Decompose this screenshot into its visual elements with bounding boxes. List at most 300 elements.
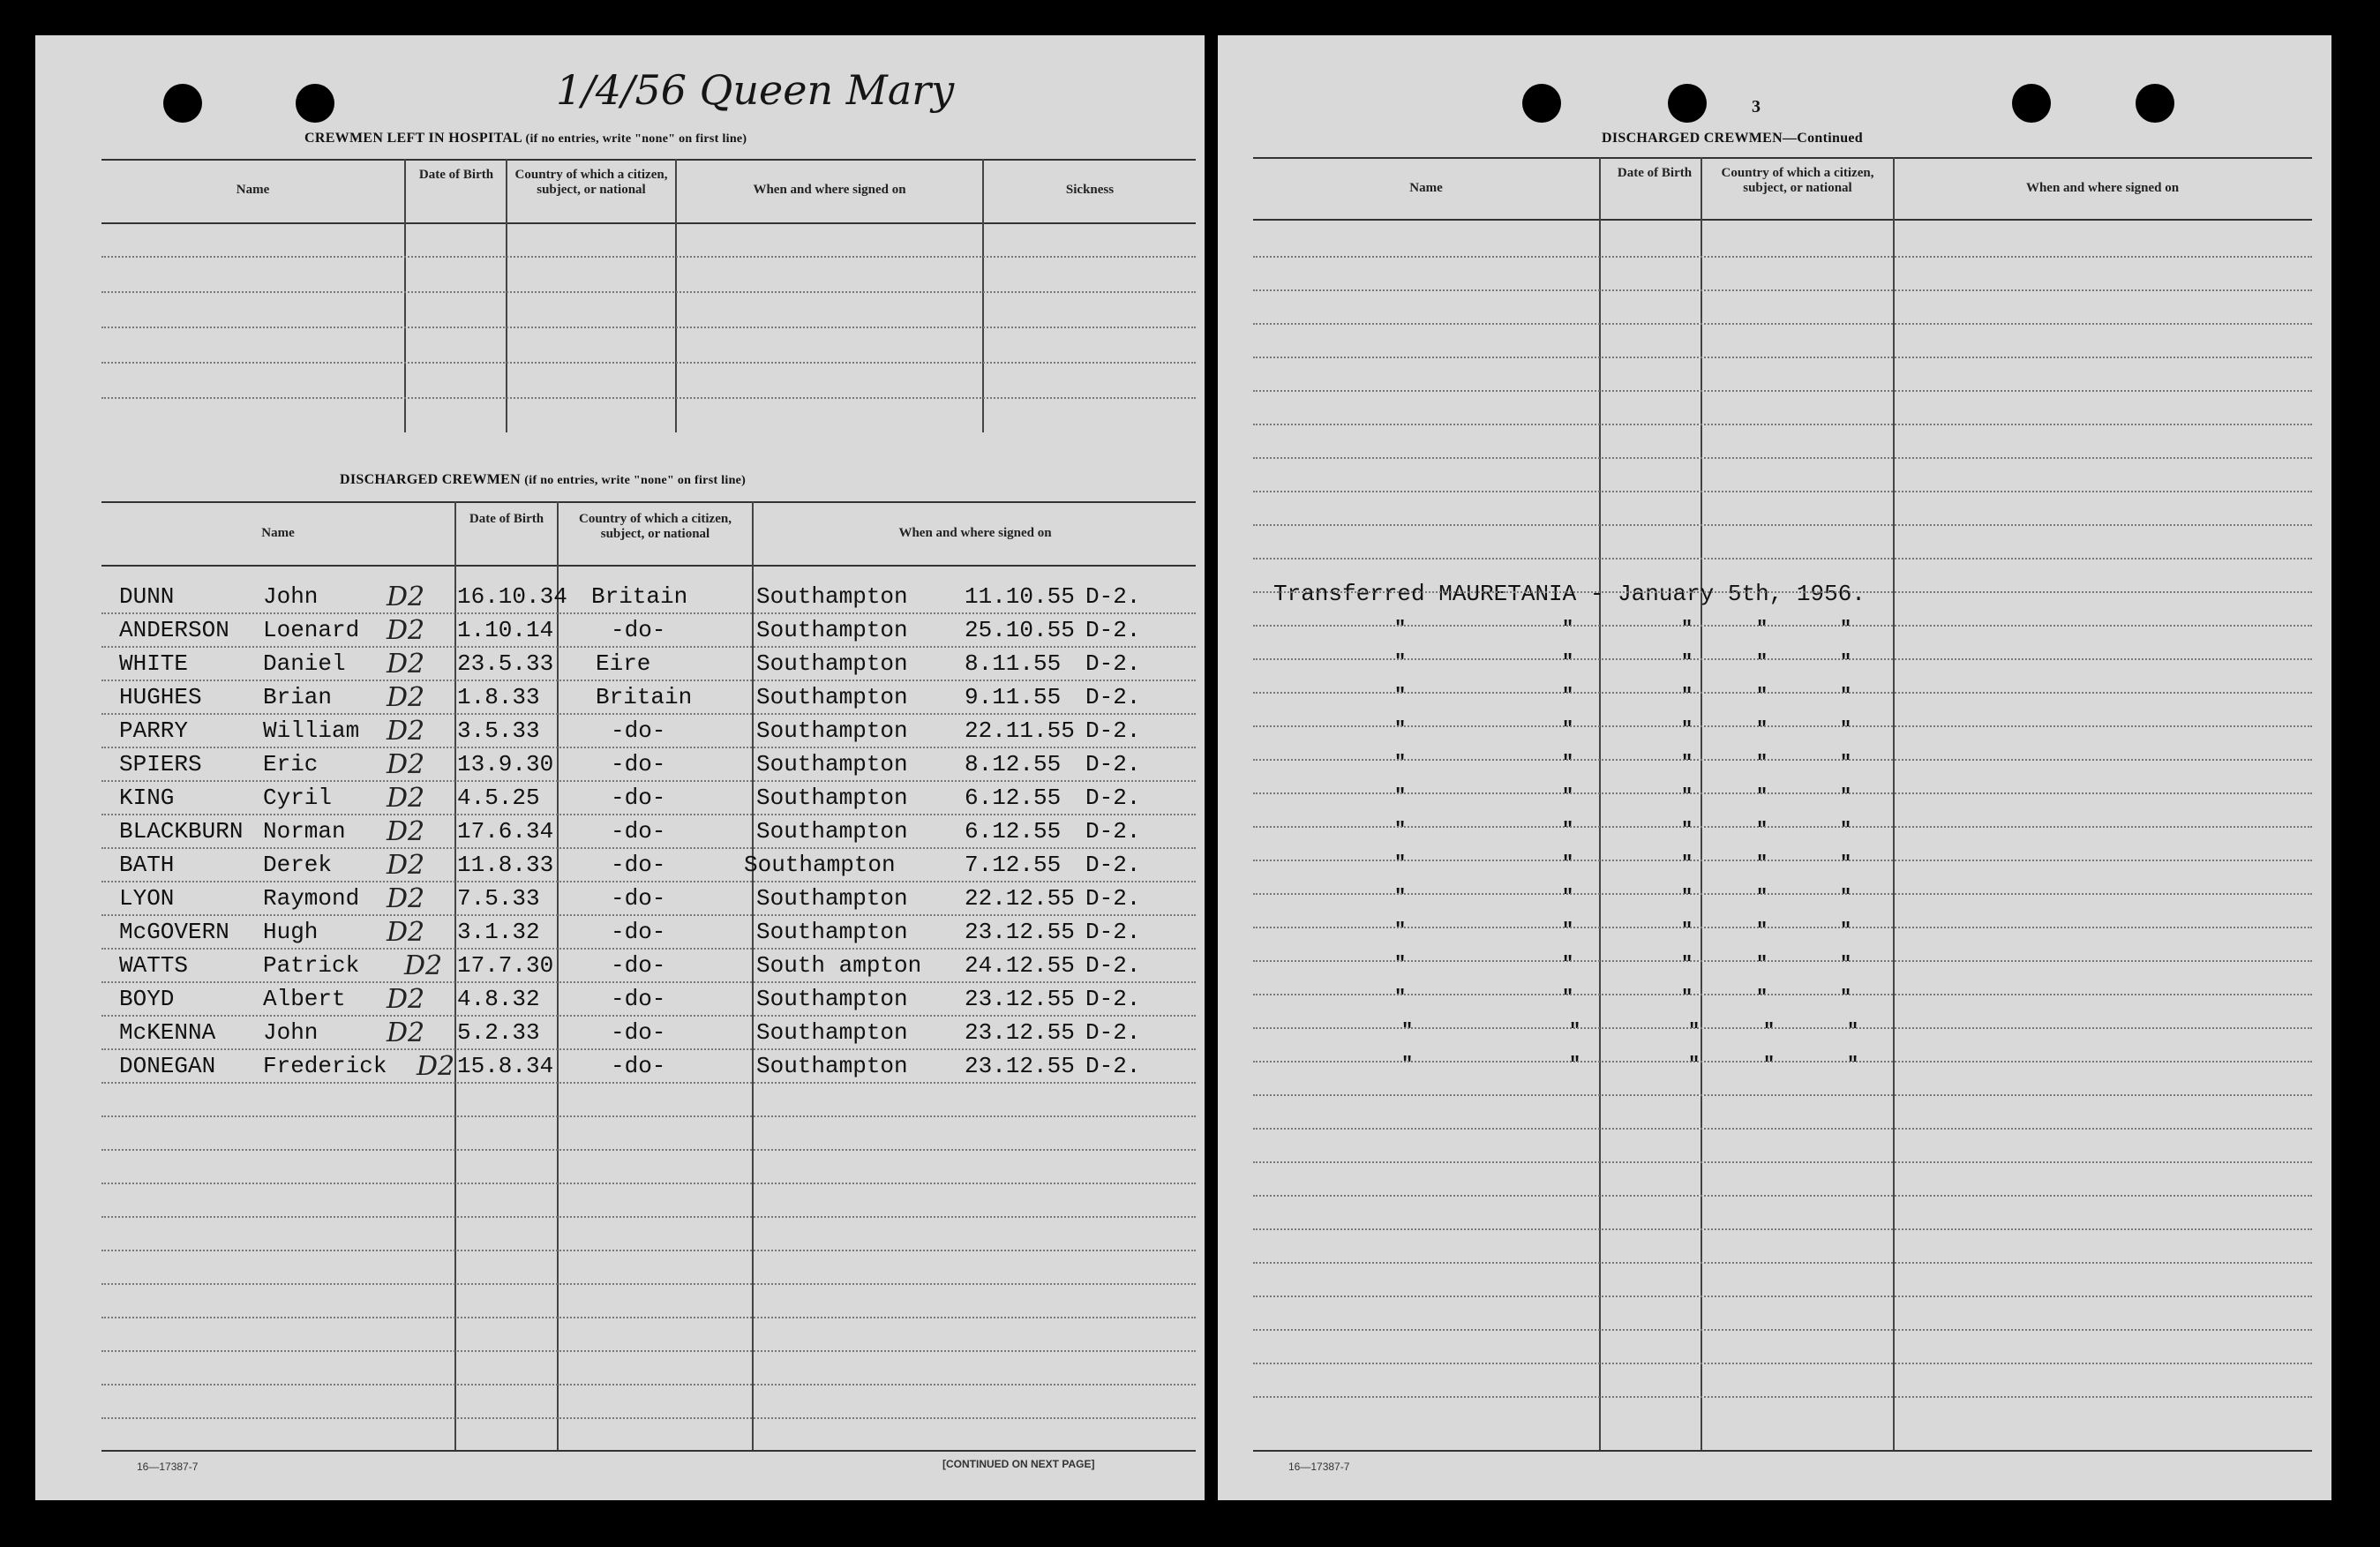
signed-date: 8.11.55 (965, 650, 1062, 677)
discharged-header-signed: When and where signed on (898, 526, 1052, 540)
ruled-line (1253, 1027, 2312, 1029)
ruled-line (101, 1015, 1196, 1017)
surname: BLACKBURN (119, 818, 244, 845)
given-name: Norman (263, 818, 346, 845)
place: Southampton (756, 919, 908, 945)
punch-hole (1522, 84, 1561, 123)
ditto-mark: " (1681, 651, 1693, 673)
ruled-line (1253, 759, 2312, 761)
country: -do- (611, 852, 666, 878)
signature-mark: D2 (387, 614, 425, 646)
signed-date: 23.12.55 (965, 1053, 1075, 1079)
surname: KING (119, 785, 175, 811)
surname: PARRY (119, 717, 189, 744)
hospital-header-dob: Date of Birth (418, 168, 494, 182)
ruled-line (1253, 1295, 2312, 1297)
signature-mark: D2 (387, 581, 425, 612)
right-page (1218, 35, 2331, 1500)
ruled-line (1253, 1363, 2312, 1364)
ditto-mark: " (1394, 718, 1407, 740)
signed-date: 23.12.55 (965, 1019, 1075, 1046)
ruled-line (101, 981, 1196, 983)
dob: 13.9.30 (457, 751, 554, 777)
discharge-code: D-2. (1085, 986, 1141, 1012)
ruled-line (101, 1350, 1196, 1352)
ditto-mark: " (1756, 651, 1768, 673)
place: Southampton (756, 583, 908, 610)
surname: DUNN (119, 583, 175, 610)
signed-date: 23.12.55 (965, 919, 1075, 945)
dob: 4.8.32 (457, 986, 540, 1012)
ditto-mark: " (1401, 1020, 1414, 1042)
column-rule (404, 159, 406, 432)
ruled-line (101, 362, 1196, 364)
ruled-line (101, 680, 1196, 681)
ditto-mark: " (1394, 819, 1407, 841)
table-rule (101, 222, 1196, 224)
signature-mark: D2 (387, 882, 425, 914)
country: -do- (611, 1053, 666, 1079)
column-rule (557, 501, 559, 1450)
punch-hole (2136, 84, 2174, 123)
ditto-mark: " (1847, 1054, 1859, 1076)
ruled-line (1253, 692, 2312, 694)
given-name: Hugh (263, 919, 319, 945)
ruled-line (1253, 390, 2312, 392)
dob: 15.8.34 (457, 1053, 554, 1079)
ditto-mark: " (1394, 685, 1407, 707)
ditto-mark: " (1681, 752, 1693, 774)
discharge-code: D-2. (1085, 885, 1141, 912)
ditto-mark: " (1394, 752, 1407, 774)
ditto-mark: " (1840, 685, 1852, 707)
surname: McKENNA (119, 1019, 216, 1046)
dob: 3.1.32 (457, 919, 540, 945)
discharged-section-title (340, 472, 746, 488)
ruled-line (1253, 860, 2312, 861)
country: Eire (596, 650, 651, 677)
ruled-line (101, 1216, 1196, 1218)
surname: BATH (119, 852, 175, 878)
ditto-mark: " (1840, 886, 1852, 908)
country: -do- (611, 919, 666, 945)
ruled-line (101, 814, 1196, 815)
signature-mark: D2 (387, 681, 425, 713)
signed-date: 6.12.55 (965, 785, 1062, 811)
ditto-mark: " (1562, 819, 1574, 841)
ruled-line (101, 847, 1196, 849)
ditto-mark: " (1840, 651, 1852, 673)
ruled-line (1253, 323, 2312, 325)
hospital-header-signed: When and where signed on (753, 183, 906, 197)
signed-date: 6.12.55 (965, 818, 1062, 845)
ruled-line (1253, 625, 2312, 627)
surname: SPIERS (119, 751, 202, 777)
ditto-mark: " (1756, 785, 1768, 807)
discharge-code: D-2. (1085, 751, 1141, 777)
ditto-mark: " (1681, 987, 1693, 1009)
ruled-line (101, 646, 1196, 648)
ditto-mark: " (1562, 920, 1574, 942)
place: Southampton (756, 785, 908, 811)
ditto-mark: " (1840, 987, 1852, 1009)
transfer-note: Transferred MAURETANIA - January 5th, 1956. (1273, 581, 1866, 607)
column-rule (1893, 157, 1895, 1450)
given-name: John (263, 583, 319, 610)
ditto-mark: " (1756, 953, 1768, 975)
ruled-line (1253, 1161, 2312, 1163)
right-header-name: Name (1409, 181, 1443, 195)
discharge-code: D-2. (1085, 650, 1141, 677)
signed-date: 22.11.55 (965, 717, 1075, 744)
ditto-mark: " (1756, 618, 1768, 640)
discharge-code: D-2. (1085, 818, 1141, 845)
ditto-mark: " (1394, 618, 1407, 640)
place: Southampton (756, 818, 908, 845)
right-header-country: Country of which a citizen, subject, or national (1721, 166, 1874, 195)
ruled-line (101, 948, 1196, 950)
ditto-mark: " (1681, 886, 1693, 908)
place: Southampton (756, 885, 908, 912)
ruled-line (101, 1384, 1196, 1386)
given-name: Cyril (263, 785, 333, 811)
right-section-title: DISCHARGED CREWMEN—Continued (1602, 131, 1863, 146)
ditto-mark: " (1681, 685, 1693, 707)
ditto-mark: " (1840, 752, 1852, 774)
ruled-line (101, 1082, 1196, 1084)
ditto-mark: " (1562, 618, 1574, 640)
discharge-code: D-2. (1085, 1053, 1141, 1079)
ditto-mark: " (1756, 718, 1768, 740)
ruled-line (101, 327, 1196, 328)
signature-mark: D2 (387, 815, 425, 847)
hospital-title: CREWMEN LEFT IN HOSPITAL (304, 131, 522, 146)
hospital-header-country: Country of which a citizen, subject, or national (514, 168, 668, 197)
ditto-mark: " (1681, 953, 1693, 975)
hospital-section-title (304, 131, 747, 146)
ruled-line (1253, 491, 2312, 492)
place: Southampton (756, 717, 908, 744)
ditto-mark: " (1394, 953, 1407, 975)
column-rule (675, 159, 677, 432)
dob: 7.5.33 (457, 885, 540, 912)
given-name: William (263, 717, 360, 744)
ditto-mark: " (1562, 987, 1574, 1009)
ruled-line (1253, 826, 2312, 828)
ruled-line (1253, 994, 2312, 995)
surname: BOYD (119, 986, 175, 1012)
country: -do- (611, 818, 666, 845)
ditto-mark: " (1569, 1054, 1581, 1076)
handwritten-header: 1/4/56 Queen Mary (556, 66, 955, 114)
country: -do- (611, 885, 666, 912)
ruled-line (101, 713, 1196, 715)
signature-mark: D2 (387, 916, 425, 948)
given-name: Albert (263, 986, 346, 1012)
dob: 1.8.33 (457, 684, 540, 710)
punch-hole (2012, 84, 2051, 123)
country: -do- (611, 617, 666, 643)
discharge-code: D-2. (1085, 684, 1141, 710)
ditto-mark: " (1763, 1020, 1776, 1042)
surname: HUGHES (119, 684, 202, 710)
dob: 5.2.33 (457, 1019, 540, 1046)
ditto-mark: " (1681, 852, 1693, 875)
discharge-code: D-2. (1085, 785, 1141, 811)
ruled-line (1253, 256, 2312, 258)
ruled-line (101, 1048, 1196, 1050)
ditto-mark: " (1847, 1020, 1859, 1042)
ditto-mark: " (1394, 852, 1407, 875)
surname: WHITE (119, 650, 189, 677)
ruled-line (1253, 927, 2312, 928)
country: -do- (611, 751, 666, 777)
column-rule (454, 501, 456, 1450)
ditto-mark: " (1562, 953, 1574, 975)
signature-mark: D2 (387, 1017, 425, 1048)
given-name: John (263, 1019, 319, 1046)
dob: 11.8.33 (457, 852, 554, 878)
given-name: Daniel (263, 650, 346, 677)
ditto-mark: " (1681, 718, 1693, 740)
ditto-mark: " (1681, 920, 1693, 942)
punch-hole (1668, 84, 1707, 123)
signature-mark: D2 (404, 950, 443, 981)
place: Southampton (744, 852, 896, 878)
form-code: 16—17387-7 (137, 1461, 199, 1473)
discharge-code: D-2. (1085, 717, 1141, 744)
signature-mark: D2 (387, 983, 425, 1015)
discharged-header-country: Country of which a citizen, subject, or national (579, 512, 732, 541)
ruled-line (101, 1417, 1196, 1419)
country: -do- (611, 785, 666, 811)
ruled-line (1253, 1262, 2312, 1264)
table-rule (101, 159, 1196, 161)
ditto-mark: " (1840, 718, 1852, 740)
discharged-title: DISCHARGED CREWMEN (340, 472, 521, 487)
place: Southampton (756, 986, 908, 1012)
dob: 17.6.34 (457, 818, 554, 845)
signature-mark: D2 (387, 849, 425, 881)
table-rule (101, 501, 1196, 503)
ruled-line (101, 747, 1196, 748)
signed-date: 23.12.55 (965, 986, 1075, 1012)
ruled-line (101, 914, 1196, 916)
ruled-line (1253, 1195, 2312, 1197)
dob: 1.10.14 (457, 617, 554, 643)
signed-date: 9.11.55 (965, 684, 1062, 710)
signature-mark: D2 (387, 715, 425, 747)
ditto-mark: " (1681, 819, 1693, 841)
signed-date: 24.12.55 (965, 952, 1075, 979)
ditto-mark: " (1562, 651, 1574, 673)
discharged-note: (if no entries, write "none" on first line) (524, 474, 747, 487)
continued-note: [CONTINUED ON NEXT PAGE] (942, 1458, 1095, 1470)
right-header-dob: Date of Birth (1617, 166, 1693, 180)
surname: McGOVERN (119, 919, 229, 945)
table-rule (1253, 157, 2312, 159)
column-rule (1701, 157, 1702, 1450)
table-rule (101, 1450, 1196, 1452)
given-name: Brian (263, 684, 333, 710)
ruled-line (1253, 1061, 2312, 1063)
form-code: 16—17387-7 (1288, 1461, 1350, 1473)
ditto-mark: " (1569, 1020, 1581, 1042)
surname: DONEGAN (119, 1053, 216, 1079)
ruled-line (1253, 289, 2312, 291)
signature-mark: D2 (417, 1050, 455, 1082)
ruled-line (1253, 524, 2312, 526)
ruled-line (1253, 893, 2312, 895)
dob: 16.10.34 (457, 583, 567, 610)
right-header-signed: When and where signed on (2025, 181, 2180, 195)
table-rule (1253, 1450, 2312, 1452)
ditto-mark: " (1840, 618, 1852, 640)
signed-date: 11.10.55 (965, 583, 1075, 610)
ruled-line (101, 291, 1196, 293)
surname: ANDERSON (119, 617, 229, 643)
punch-hole (163, 84, 202, 123)
place: Southampton (756, 650, 908, 677)
ruled-line (1253, 357, 2312, 358)
ditto-mark: " (1681, 785, 1693, 807)
ruled-line (101, 881, 1196, 882)
discharge-code: D-2. (1085, 617, 1141, 643)
ruled-line (1253, 725, 2312, 727)
place: Southampton (756, 684, 908, 710)
hospital-header-name: Name (236, 183, 270, 197)
discharge-code: D-2. (1085, 852, 1141, 878)
given-name: Raymond (263, 885, 360, 912)
ditto-mark: " (1394, 785, 1407, 807)
hospital-header-sickness: Sickness (1065, 183, 1115, 197)
place: Southampton (756, 1053, 908, 1079)
ruled-line (1253, 558, 2312, 559)
country: -do- (611, 717, 666, 744)
ruled-line (101, 397, 1196, 399)
column-rule (752, 501, 754, 1450)
ditto-mark: " (1840, 953, 1852, 975)
country: -do- (611, 952, 666, 979)
dob: 17.7.30 (457, 952, 554, 979)
country: Britain (596, 684, 693, 710)
ruled-line (1253, 591, 2312, 593)
ruled-line (1253, 424, 2312, 425)
ditto-mark: " (1756, 852, 1768, 875)
ruled-line (1253, 1128, 2312, 1130)
ruled-line (1253, 1228, 2312, 1230)
country: -do- (611, 1019, 666, 1046)
place: Southampton (756, 1019, 908, 1046)
ruled-line (101, 1115, 1196, 1117)
given-name: Eric (263, 751, 319, 777)
given-name: Loenard (263, 617, 360, 643)
ruled-line (101, 612, 1196, 614)
ruled-line (101, 1149, 1196, 1151)
column-rule (982, 159, 984, 432)
ditto-mark: " (1688, 1020, 1701, 1042)
ditto-mark: " (1562, 718, 1574, 740)
ruled-line (101, 1317, 1196, 1318)
given-name: Frederick (263, 1053, 387, 1079)
ditto-mark: " (1562, 752, 1574, 774)
ditto-mark: " (1756, 920, 1768, 942)
ditto-mark: " (1688, 1054, 1701, 1076)
discharge-code: D-2. (1085, 1019, 1141, 1046)
signed-date: 7.12.55 (965, 852, 1062, 878)
ditto-mark: " (1763, 1054, 1776, 1076)
ruled-line (1253, 792, 2312, 794)
ditto-mark: " (1756, 886, 1768, 908)
dob: 4.5.25 (457, 785, 540, 811)
country: Britain (591, 583, 688, 610)
place: Southampton (756, 617, 908, 643)
ditto-mark: " (1756, 752, 1768, 774)
ruled-line (1253, 1094, 2312, 1096)
discharge-code: D-2. (1085, 919, 1141, 945)
ruled-line (101, 1283, 1196, 1285)
ditto-mark: " (1394, 886, 1407, 908)
ditto-mark: " (1840, 819, 1852, 841)
country: -do- (611, 986, 666, 1012)
ditto-mark: " (1840, 920, 1852, 942)
discharge-code: D-2. (1085, 583, 1141, 610)
ditto-mark: " (1401, 1054, 1414, 1076)
ruled-line (101, 1250, 1196, 1251)
dob: 3.5.33 (457, 717, 540, 744)
place: South ampton (756, 952, 922, 979)
ditto-mark: " (1562, 785, 1574, 807)
surname: LYON (119, 885, 175, 912)
left-page (35, 35, 1205, 1500)
ruled-line (1253, 960, 2312, 962)
ditto-mark: " (1394, 651, 1407, 673)
ruled-line (101, 256, 1196, 258)
ruled-line (1253, 457, 2312, 459)
signature-mark: D2 (387, 748, 425, 780)
column-rule (506, 159, 507, 432)
ditto-mark: " (1562, 852, 1574, 875)
ditto-mark: " (1840, 852, 1852, 875)
discharged-header-name: Name (261, 526, 295, 540)
signed-date: 25.10.55 (965, 617, 1075, 643)
ditto-mark: " (1394, 920, 1407, 942)
ditto-mark: " (1840, 785, 1852, 807)
ditto-mark: " (1756, 819, 1768, 841)
ruled-line (1253, 658, 2312, 660)
ditto-mark: " (1756, 685, 1768, 707)
table-rule (1253, 219, 2312, 221)
discharge-code: D-2. (1085, 952, 1141, 979)
punch-hole (296, 84, 334, 123)
ruled-line (101, 780, 1196, 782)
ruled-line (1253, 1396, 2312, 1398)
discharged-header-dob: Date of Birth (469, 512, 544, 526)
signature-mark: D2 (387, 648, 425, 680)
given-name: Derek (263, 852, 333, 878)
signed-date: 8.12.55 (965, 751, 1062, 777)
ditto-mark: " (1562, 886, 1574, 908)
ditto-mark: " (1394, 987, 1407, 1009)
given-name: Patrick (263, 952, 360, 979)
dob: 23.5.33 (457, 650, 554, 677)
column-rule (1599, 157, 1601, 1450)
table-rule (101, 565, 1196, 567)
ditto-mark: " (1756, 987, 1768, 1009)
signed-date: 22.12.55 (965, 885, 1075, 912)
ruled-line (101, 1183, 1196, 1184)
ruled-line (1253, 1329, 2312, 1331)
